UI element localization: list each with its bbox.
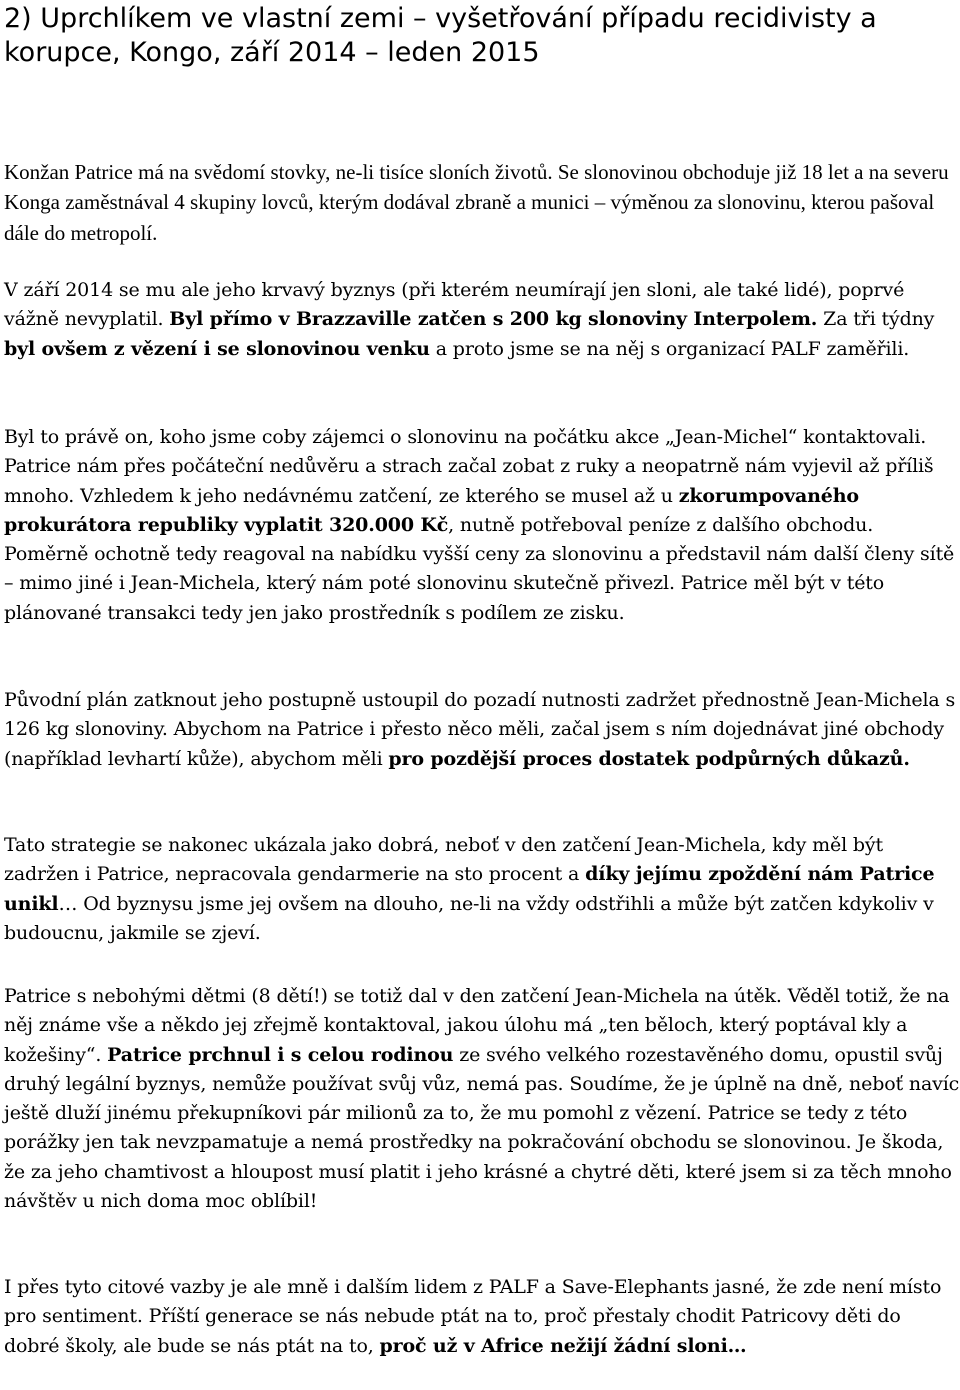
emphasis-text: byl ovšem z vězení i se slonovinou venku bbox=[4, 337, 430, 360]
emphasis-text: Patrice prchnul i s celou rodinou bbox=[107, 1043, 454, 1066]
paragraph-text: I přes tyto citové vazby je ale mně i dalším lidem z PALF a Save-Elephants jasné, že zde není místo pro sentiment. Příští generace se nás nebude ptát na to, proč přestaly chodit Patricovy děti do dobré školy, ale bude se nás ptát na to, bbox=[4, 1276, 942, 1357]
paragraph-plan bbox=[4, 686, 960, 774]
paragraph-text: V září 2014 se mu ale jeho krvavý byznys (při kterém neumírají jen sloni, ale také lidé), poprvé vážně nevyplatil. bbox=[4, 279, 905, 331]
emphasis-text: pro pozdější proces dostatek podpůrných důkazů. bbox=[388, 747, 910, 770]
paragraph-text: Patrice s nebohými dětmi (8 dětí!) se totiž dal v den zatčení Jean-Michela na útěk. Věděl totiž, že na něj známe vše a někdo jej zřejmě kontaktoval, jakou úlohu má „ten běloch, který poptával kly a kožešiny“. bbox=[4, 985, 950, 1066]
paragraph-text: , nutně potřeboval peníze z dalšího obchodu. Poměrně ochotně tedy reagoval na nabídku vyšší ceny za slonovinu a představil nám další členy sítě – mimo jiné i Jean-Michela, který nám poté slonovinu skutečně přivezl. Patrice měl být v této plánované transakci tedy jen jako prostředník s podílem ze zisku. bbox=[4, 513, 955, 624]
paragraph-text: Konžan Patrice má na svědomí stovky, ne-li tisíce sloních životů. bbox=[4, 160, 553, 184]
paragraph-text: Byl to právě on, koho jsme coby zájemci o slonovinu na počátku akce „Jean-Michel“ kontaktovali. Patrice nám přes počáteční nedůvěru a strach začal zobat z ruky a neopatrně nám vyjevil až příliš mnoho. Vzhledem k jeho nedávnému zatčení, ze kterého se musel až u bbox=[4, 426, 934, 507]
paragraph-contact bbox=[4, 423, 960, 628]
section-heading: 2) Uprchlíkem ve vlastní zemi – vyšetřování případu recidivisty a korupce, Kongo, září 2014 – leden 2015 bbox=[4, 3, 877, 68]
paragraph-text: … Od byznysu jsme jej ovšem na dlouho, ne-li na vždy odstřihli a může být zatčen kdykoliv v budoucnu, jakmile se zjeví. bbox=[4, 892, 934, 944]
paragraph-text: Původní plán zatknout jeho postupně ustoupil do pozadí nutnosti zadržet přednostně Jean-Michela s 126 kg slonoviny. Abychom na Patrice i přesto něco měli, začal jsem s ním dojednávat jiné obchody (například levhartí kůže), abychom měli bbox=[4, 689, 956, 770]
emphasis-text: proč už v Africe nežijí žádní sloni… bbox=[379, 1334, 747, 1357]
paragraph-text: Za tři týdny bbox=[817, 308, 935, 331]
paragraph-conclusion bbox=[4, 1273, 960, 1361]
paragraph-text: ze svého velkého rozestavěného domu, opustil svůj druhý legální byznys, nemůže používat svůj vůz, nemá pas. Soudíme, že je úplně na dně, neboť navíc ještě dluží jinému překupníkovi pár milionů za to, že mu pomohl z vězení. Patrice se tedy z této porážky jen tak nevzpamatuje a nemá prostředky na pokračování obchodu se slonovinou. Je škoda, že za jeho chamtivost a hloupost musí platit i jeho krásné a chytré děti, které jsem si za těch mnoho návštěv u nich doma moc oblíbil! bbox=[4, 1043, 960, 1213]
emphasis-text: díky jejímu zpoždění nám Patrice unikl bbox=[4, 863, 935, 915]
paragraph-text: a proto jsme se na něj s organizací PALF zaměřili. bbox=[429, 337, 910, 360]
paragraph-text: Se slonovinou obchoduje již 18 let a na severu Konga zaměstnával 4 skupiny lovců, kterým dodával zbraně a munici – výměnou za slonovinu, kterou pašoval dále do metropolí. bbox=[4, 160, 949, 245]
paragraph-text: Tato strategie se nakonec ukázala jako dobrá, neboť v den zatčení Jean-Michela, kdy měl být zadržen i Patrice, nepracovala gendarmerie na sto procent a bbox=[4, 834, 883, 886]
paragraph-intro bbox=[4, 158, 960, 249]
paragraph-arrest bbox=[4, 276, 960, 364]
emphasis-text: Byl přímo v Brazzaville zatčen s 200 kg slonoviny Interpolem. bbox=[169, 308, 818, 331]
emphasis-text: zkorumpovaného prokurátora republiky vyplatit 320.000 Kč bbox=[4, 484, 859, 536]
paragraph-escape bbox=[4, 982, 960, 1216]
paragraph-strategy bbox=[4, 831, 960, 948]
